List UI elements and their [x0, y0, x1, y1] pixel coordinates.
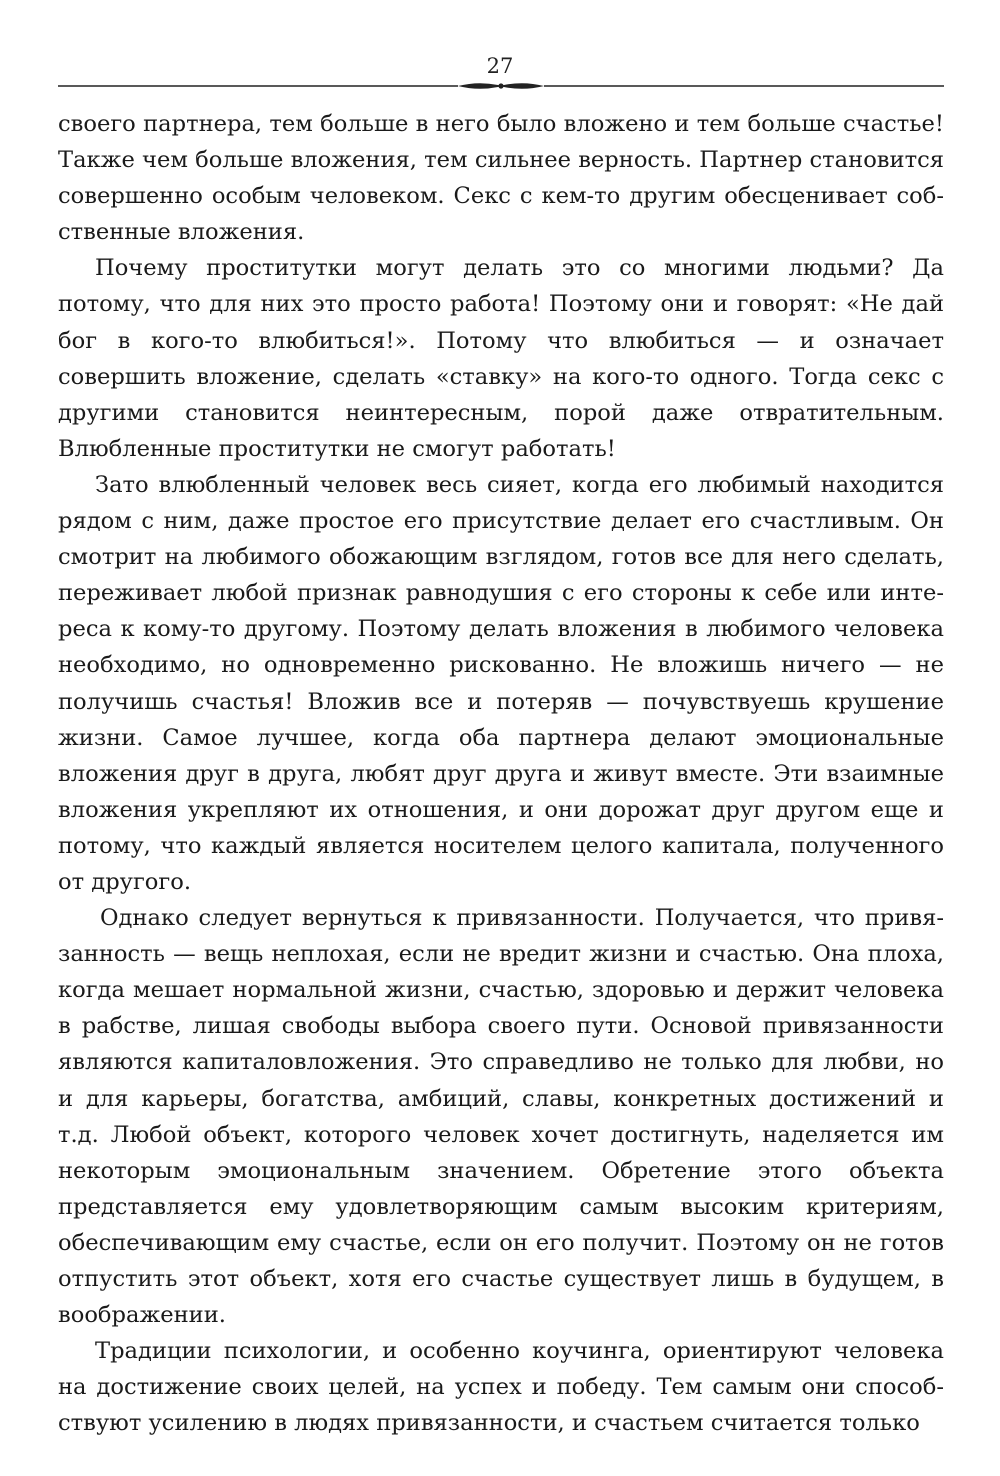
- paragraph: Зато влюбленный человек весь сияет, когда его любимый находится рядом с ним, даже простое его присутствие делает его счастливым. Он смотрит на любимого обожающим взглядом, готов все для него сделать, переживает любой признак равнодушия с его стороны к себе или интереса к кому-то другому. Поэтому делать вложения в любимого человека необходимо, но одновременно рискованно. Не вложишь ничего — не получишь счастья! Вложив все и потеряв — почувствуешь крушение жизни. Самое лучшее, когда оба партнера делают эмоциональные вложения друг в друга, любят друг друга и живут вместе. Эти взаимные вложения укрепляют их отношения, и они дорожат друг другом еще и потому, что каждый является носителем целого капитала, полученного от другого.: [58, 471, 944, 895]
- body-text: [58, 106, 944, 1441]
- page-number: 27: [486, 54, 514, 78]
- paragraph: своего партнера, тем больше в него было вложено и тем больше счастье! Также чем больше вложения, тем сильнее верность. Партнер становится совершенно особым человеком. Секс с кем-то другим обесценивает собственные вложения.: [58, 111, 944, 246]
- paragraph: Традиции психологии, и особенно коучинга, ориентируют человека на достижение своих целей, на успех и победу. Тем самым они способствуют усилению в людях привязанности, и счастьем считается только: [58, 1338, 944, 1437]
- header-ornament-rule: [58, 78, 944, 94]
- paragraph: Почему проститутки могут делать это со многими людьми? Да потому, что для них это просто работа! Поэтому они и говорят: «Не дай бог в кого-то влюбиться!». Потому что влюбиться — и означает совершить вложение, сделать «ставку» на кого-то одного. Тогда секс с другими становится неинтересным, порой даже отвратительным. Влюбленные проститутки не смогут работать!: [58, 255, 944, 462]
- paragraph: Однако следует вернуться к привязанности. Получается, что привязанность — вещь неплохая, если не вредит жизни и счастью. Она плоха, когда мешает нормальной жизни, счастью, здоровью и держит человека в рабстве, лишая свободы выбора своего пути. Основой привязанности являются капиталовложения. Это справедливо не только для любви, но и для карьеры, богатства, амбиций, славы, конкретных достижений и т.д. Любой объект, которого человек хочет достигнуть, наделяется им некоторым эмоциональным значением. Обретение этого объекта представляется ему удовлетворяющим самым высоким критериям, обеспечивающим ему счастье, если он его получит. Поэтому он не готов отпустить этот объект, хотя его счастье существует лишь в будущем, в воображении.: [58, 905, 944, 1329]
